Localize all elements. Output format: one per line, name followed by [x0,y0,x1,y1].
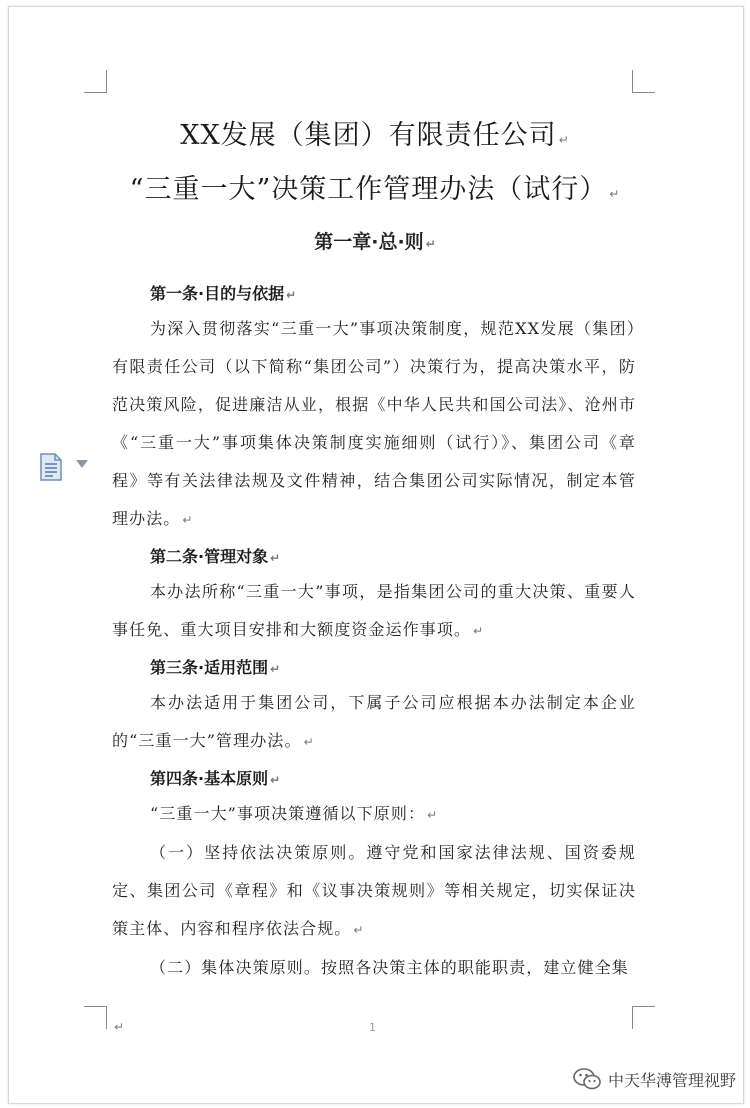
article-4-paragraph-2[interactable]: （一）坚持依法决策原则。遵守党和国家法律法规、国资委规定、集团公司《章程》和《议事决策规则》等相关规定，切实保证决策主体、内容和程序依法合规。 ↵ [112,843,636,938]
article-3-heading[interactable]: 第三条·适用范围 ↵ [150,658,281,677]
article-4-paragraph-1[interactable]: “三重一大”事项决策遵循以下原则： ↵ [150,804,439,823]
article-2-heading[interactable]: 第二条·管理对象 ↵ [150,547,281,566]
document-title-line-2[interactable]: “三重一大”决策工作管理办法（试行） ↵ [129,174,621,205]
article-3-paragraph[interactable]: 本办法适用于集团公司，下属子公司应根据本办法制定本企业的“三重一大”管理办法。 ↵ [112,693,636,750]
document-title-line-1[interactable]: XX发展（集团）有限责任公司 ↵ [180,120,570,151]
margin-corner-top-right [632,70,655,93]
article-4-paragraph-3[interactable]: （二）集体决策原则。按照各决策主体的职能职责，建立健全集 [150,958,629,977]
watermark [572,1064,736,1094]
watermark-text: 中天华溥管理视野 [607,1070,736,1090]
page-number: 1 [369,1021,376,1034]
margin-corner-bottom-right [632,1006,655,1029]
margin-corner-bottom-left [84,1006,107,1029]
article-1-heading[interactable]: 第一条·目的与依据 ↵ [150,284,297,303]
document-lines-icon[interactable] [38,452,64,482]
chevron-down-icon[interactable] [76,460,88,468]
margin-corner-top-left [84,70,107,93]
article-2-paragraph[interactable]: 本办法所称“三重一大”事项，是指集团公司的重大决策、重要人事任免、重大项目安排和大额度资金运作事项。 ↵ [112,582,636,639]
document-body[interactable] [112,276,636,987]
article-1-paragraph[interactable]: 为深入贯彻落实“三重一大”事项决策制度，规范XX发展（集团）有限责任公司（以下简称“集团公司”）决策行为，提高决策水平，防范决策风险，促进廉洁从业，根据《中华人民共和国公司法》、沧州市《“三重一大”事项集体决策制度实施细则（试行）》、集团公司《章程》等有关法律法规及文件精神，结合集团公司实际情况，制定本管理办法。 ↵ [112,319,636,528]
article-4-heading[interactable]: 第四条·基本原则 ↵ [150,769,281,788]
wechat-icon [572,1066,602,1092]
chapter-heading[interactable]: 第一章·总·则 ↵ [314,231,436,253]
paragraph-mark: ↵ [114,1020,125,1034]
